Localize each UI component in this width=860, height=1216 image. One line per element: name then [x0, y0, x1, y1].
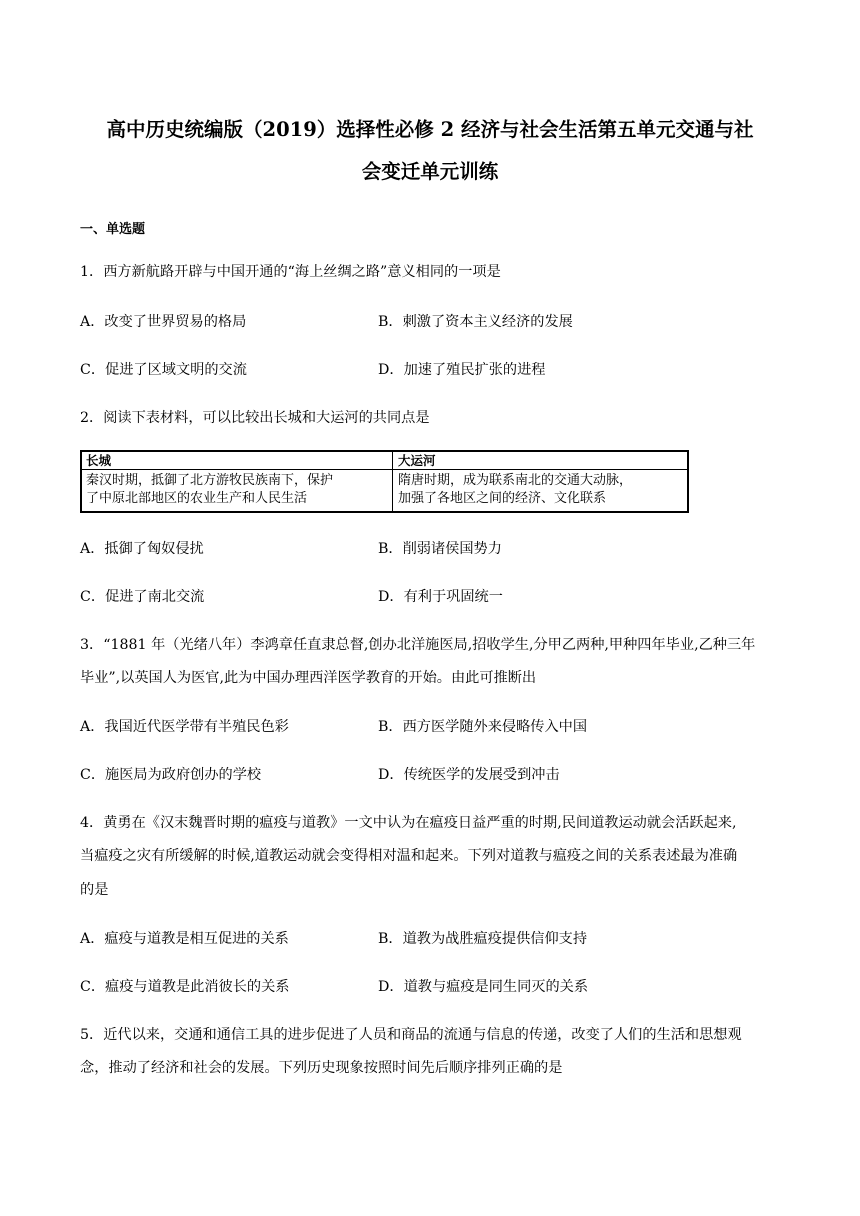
table-header-grand-canal: 大运河 [398, 453, 436, 468]
option-c[interactable]: C．施医局为政府创办的学校 [80, 767, 262, 783]
question-4-stem-line-3: 的是 [80, 882, 109, 898]
question-2-stem: 2．阅读下表材料，可以比较出长城和大运河的共同点是 [80, 410, 430, 426]
option-b[interactable]: B．削弱诸侯国势力 [378, 541, 502, 557]
option-d[interactable]: D．传统医学的发展受到冲击 [378, 767, 560, 783]
section-heading: 一、单选题 [80, 222, 146, 237]
comparison-table [80, 450, 689, 513]
title-line-1: 高中历史统编版（2019）选择性必修 2 经济与社会生活第五单元交通与社 [106, 118, 754, 141]
table-column-divider [392, 452, 393, 511]
option-d[interactable]: D．有利于巩固统一 [378, 589, 503, 605]
question-3-stem-line-2: 毕业”,以英国人为医官,此为中国办理西洋医学教育的开始。由此可推断出 [80, 670, 537, 686]
question-5-stem-line-1: 5．近代以来，交通和通信工具的进步促进了人员和商品的流通与信息的传递，改变了人们的生活和思想观 [80, 1027, 742, 1043]
option-c[interactable]: C．促进了南北交流 [80, 589, 205, 605]
table-cell-grand-canal-line-1: 隋唐时期，成为联系南北的交通大动脉， [398, 473, 633, 488]
option-d[interactable]: D．道教与瘟疫是同生同灭的关系 [378, 979, 589, 995]
table-cell-great-wall-line-1: 秦汉时期，抵御了北方游牧民族南下，保护 [86, 473, 334, 488]
option-a[interactable]: A．瘟疫与道教是相互促进的关系 [80, 931, 289, 947]
question-4-stem-line-1: 4．黄勇在《汉末魏晋时期的瘟疫与道教》一文中认为在瘟疫日益严重的时期,民间道教运动就会活跃起来, [80, 815, 737, 831]
option-c[interactable]: C．促进了区域文明的交流 [80, 362, 247, 378]
question-3-stem-line-1: 3．“1881 年（光绪八年）李鸿章任直隶总督,创办北洋施医局,招收学生,分甲乙两种,甲种四年毕业,乙种三年 [80, 637, 756, 653]
option-d[interactable]: D．加速了殖民扩张的进程 [378, 362, 546, 378]
title-line-2: 会变迁单元训练 [361, 160, 499, 183]
option-b[interactable]: B．西方医学随外来侵略传入中国 [378, 719, 588, 735]
table-cell-grand-canal-line-2: 加强了各地区之间的经济、文化联系 [398, 491, 607, 506]
table-header-great-wall: 长城 [86, 453, 112, 468]
option-a[interactable]: A．抵御了匈奴侵扰 [80, 541, 204, 557]
table-header-row [82, 452, 687, 470]
question-4-stem-line-2: 当瘟疫之灾有所缓解的时候,道教运动就会变得相对温和起来。下列对道教与瘟疫之间的关系表述最为准确 [80, 848, 738, 864]
option-c[interactable]: C．瘟疫与道教是此消彼长的关系 [80, 979, 290, 995]
table-cell-great-wall-line-2: 了中原北部地区的农业生产和人民生活 [86, 491, 308, 506]
question-5-stem-line-2: 念，推动了经济和社会的发展。下列历史现象按照时间先后顺序排列正确的是 [80, 1060, 563, 1076]
option-a[interactable]: A．我国近代医学带有半殖民色彩 [80, 719, 289, 735]
option-a[interactable]: A．改变了世界贸易的格局 [80, 314, 247, 330]
question-1-stem: 1．西方新航路开辟与中国开通的“海上丝绸之路”意义相同的一项是 [80, 264, 501, 280]
option-b[interactable]: B．道教为战胜瘟疫提供信仰支持 [378, 931, 588, 947]
option-b[interactable]: B．刺激了资本主义经济的发展 [378, 314, 573, 330]
